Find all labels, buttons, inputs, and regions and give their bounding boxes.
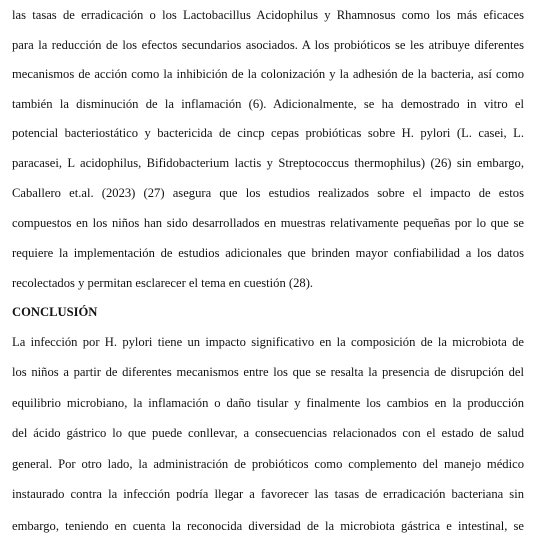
paragraph-line: general. Por otro lado, la administración de probióticos como complemento del manejo médico bbox=[12, 457, 524, 471]
paragraph-line: requiere la implementación de estudios adicionales que brinden mayor confiabilidad a los datos bbox=[12, 246, 524, 260]
paragraph-line: paracasei, L acidophilus, Bifidobacterium lactis y Streptococcus thermophilus) (26) sin embargo, bbox=[12, 156, 524, 170]
paragraph-line: embargo, teniendo en cuenta la reconocida diversidad de la microbiota gástrica e intestinal, se bbox=[12, 519, 524, 533]
section-heading: CONCLUSIÓN bbox=[12, 305, 98, 319]
paragraph-line: los niños a partir de diferentes mecanismos entre los que se resalta la presencia de disrupción del bbox=[12, 365, 524, 379]
paragraph-line: La infección por H. pylori tiene un impacto significativo en la composición de la microbiota de bbox=[12, 335, 524, 349]
paragraph-line: del ácido gástrico lo que puede conllevar, a consecuencias relacionados con el estado de salud bbox=[12, 426, 524, 440]
paragraph-line: también la disminución de la inflamación (6). Adicionalmente, se ha demostrado in vitro el bbox=[12, 97, 524, 111]
paragraph-line: equilibrio microbiano, la inflamación o daño tisular y finalmente los cambios en la producción bbox=[12, 396, 524, 410]
paragraph-line: instaurado contra la infección podría llegar a favorecer las tasas de erradicación bacteriana sin bbox=[12, 487, 524, 501]
paragraph-line: mecanismos de acción como la inhibición de la colonización y la adhesión de la bacteria, así como bbox=[12, 67, 524, 81]
paragraph-line: las tasas de erradicación o los Lactobacillus Acidophilus y Rhamnosus como los más eficaces bbox=[12, 8, 524, 22]
paragraph-line: potencial bacteriostático y bactericida de cincp cepas probióticas sobre H. pylori (L. casei, L. bbox=[12, 126, 524, 140]
paragraph-line: Caballero et.al. (2023) (27) asegura que los estudios realizados sobre el impacto de estos bbox=[12, 186, 524, 200]
paragraph-line: para la reducción de los efectos secundarios asociados. A los probióticos se les atribuye diferentes bbox=[12, 38, 524, 52]
paragraph-line: compuestos en los niños han sido desarrollados en muestras relativamente pequeñas por lo que se bbox=[12, 216, 524, 230]
paragraph-last-line: recolectados y permitan esclarecer el tema en cuestión (28). bbox=[12, 276, 314, 290]
